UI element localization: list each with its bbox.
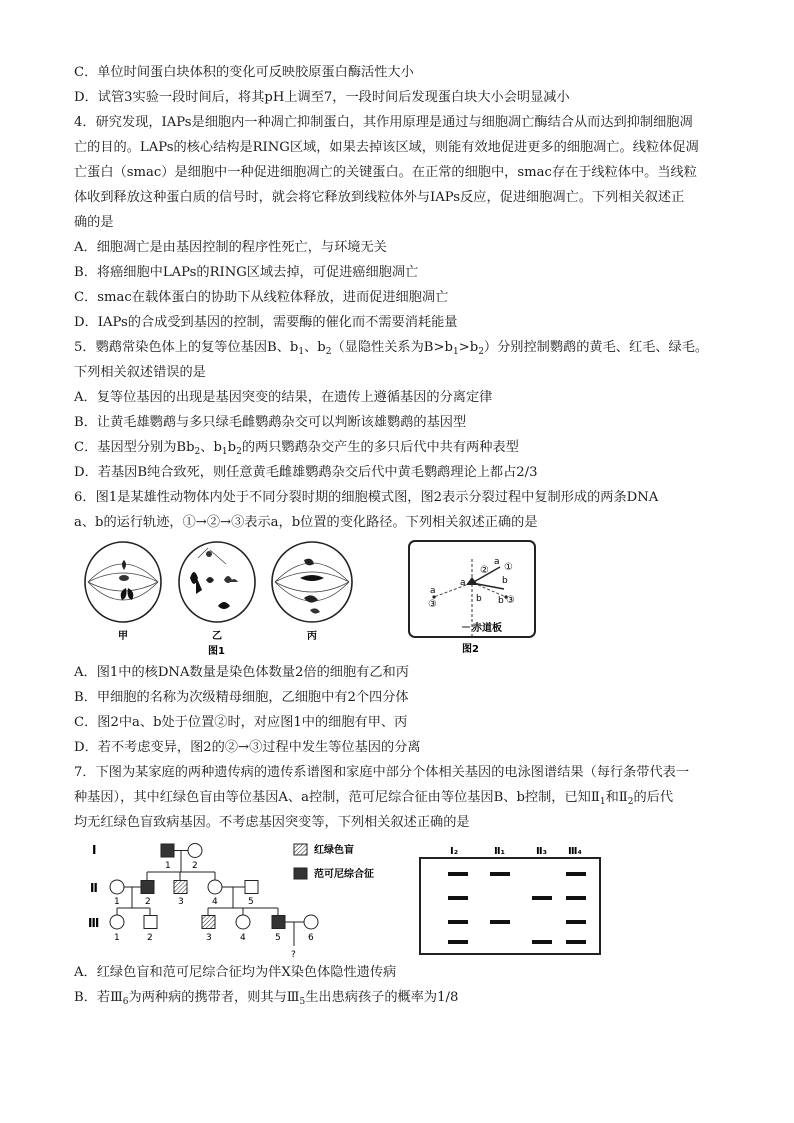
id-label: 4 [212, 897, 218, 907]
q6-option-a: A．图1中的核DNA数量是染色体数量2倍的细胞有乙和丙 [74, 665, 409, 680]
option-text: 、b [200, 440, 222, 455]
gel-lane-label-2: Ⅱ₁ [494, 846, 505, 857]
gel-band [490, 920, 510, 924]
subscript: 2 [478, 347, 484, 357]
q5-stem-text: >b [458, 340, 479, 355]
gel-lane-label-1: Ⅰ₂ [450, 846, 459, 857]
fig2-marker-3-left: ③ [428, 599, 437, 610]
generation-label-3: Ⅲ [88, 916, 100, 930]
individual-I1 [161, 844, 174, 857]
individual-III6 [304, 915, 318, 929]
fig2-label-b-right: b [498, 596, 504, 606]
figure-1-caption: 图1 [208, 646, 225, 657]
id-label: 3 [178, 897, 184, 907]
gel-band [532, 940, 552, 944]
subscript: 2 [236, 447, 242, 457]
gel-band [566, 920, 586, 924]
id-label: 1 [114, 933, 120, 943]
q6-stem-line-2: a、b的运行轨迹，①→②→③表示a，b位置的变化路径。下列相关叙述正确的是 [74, 515, 538, 530]
id-label: 1 [165, 861, 171, 871]
id-label: 2 [147, 933, 153, 943]
cell-bing [272, 542, 352, 622]
gel-band [448, 872, 468, 876]
subscript: 5 [299, 997, 306, 1007]
id-label: 1 [114, 897, 120, 907]
cell-yi [179, 542, 255, 622]
q5-stem-text: ）分别控制鹦鹉的黄毛、红毛、绿毛。 [483, 340, 709, 355]
individual-II2 [141, 881, 154, 894]
cell-label-yi: 乙 [212, 631, 222, 642]
individual-III2 [144, 916, 157, 929]
q5-stem-line-1 [74, 339, 734, 361]
figure-2-caption: 图2 [462, 644, 479, 655]
q7-stem-line-2 [74, 789, 734, 811]
gel-lane-label-4: Ⅲ₄ [568, 846, 582, 857]
id-label: 3 [206, 933, 212, 943]
generation-label-2: Ⅱ [90, 881, 98, 895]
q4-option-d: D．IAPs的合成受到基因的控制，需要酶的催化而不需要消耗能量 [74, 315, 458, 330]
cell-label-jia: 甲 [118, 631, 128, 642]
subscript: 2 [194, 447, 201, 457]
electrophoresis-gel [416, 840, 604, 958]
q7-stem-text: 和Ⅱ [605, 790, 628, 805]
individual-I2 [188, 844, 202, 858]
option-text: B．若Ⅲ [74, 990, 123, 1005]
q7-stem-line-1: 7．下图为某家庭的两种遗传病的遗传系谱图和家庭中部分个体相关基因的电泳图谱结果（每行条带代表一 [74, 765, 690, 780]
fig2-marker-3-right: ③ [506, 595, 515, 606]
q6-option-d: D．若不考虑变异，图2的②→③过程中发生等位基因的分离 [74, 740, 421, 755]
q4-option-b: B．将癌细胞中LAPs的RING区域去掉，可促进癌细胞凋亡 [74, 265, 419, 280]
subscript: 1 [221, 447, 228, 457]
cell-jia [85, 542, 161, 622]
q4-option-a: A．细胞凋亡是由基因控制的程序性死亡，与环境无关 [74, 240, 387, 255]
gel-band [532, 896, 552, 900]
option-text: b [227, 440, 237, 455]
individual-II3 [174, 881, 187, 894]
gel-band [448, 896, 468, 900]
q7-stem-line-3: 均无红绿色盲致病基因。不考虑基因突变等，下列相关叙述正确的是 [74, 815, 470, 830]
fig2-label-a-top: a [494, 557, 500, 567]
individual-II1 [110, 880, 124, 894]
id-label: 5 [275, 933, 281, 943]
fig2-label-a-mid: a [460, 578, 466, 588]
id-label: 6 [308, 933, 314, 943]
q5-option-c [74, 439, 734, 461]
gel-band [490, 872, 510, 876]
id-label: 2 [145, 897, 151, 907]
q4-stem-line-2: 亡的目的。LAPs的核心结构是RING区域，如果去掉该区域，则能有效地促进更多的细胞凋亡。线粒体促凋 [74, 140, 699, 155]
q5-stem-line-2: 下列相关叙述错误的是 [74, 365, 206, 380]
subscript: 1 [452, 347, 459, 357]
q6-stem-line-1: 6．图1是某雄性动物体内处于不同分裂时期的细胞模式图，图2表示分裂过程中复制形成的两条DNA [74, 490, 659, 505]
q7-stem-text: 种基因），其中红绿色盲由等位基因A、a控制，范可尼综合征由等位基因B、b控制，已知Ⅱ [74, 790, 600, 805]
legend-label-fanconi: 范可尼综合征 [314, 869, 374, 880]
individual-II5 [245, 881, 258, 894]
fig2-marker-2: ② [480, 565, 489, 576]
q5-stem-text: 、b [304, 340, 326, 355]
q6-option-c: C．图2中a、b处于位置②时，对应图1中的细胞有甲、丙 [74, 715, 408, 730]
pedigree-chart [88, 838, 418, 960]
individual-III1 [110, 915, 124, 929]
q4-stem-line-3: 亡蛋白（smac）是细胞中一种促进细胞凋亡的关键蛋白。在正常的细胞中，smac存在于线粒体中。当线粒 [74, 165, 697, 180]
legend-label-colorblind: 红绿色盲 [314, 845, 354, 856]
gel-band [448, 920, 468, 924]
fig2-label-a-left: a [430, 586, 436, 596]
figure-1-cells [78, 536, 368, 658]
fig2-equatorial-plate-label: 赤道板 [472, 623, 502, 634]
subscript: 1 [298, 347, 305, 357]
figure-2-trajectory [406, 539, 540, 657]
option-text: C．基因型分别为Bb [74, 440, 195, 455]
legend-hatch-swatch [294, 844, 307, 855]
q5-option-a: A．复等位基因的出现是基因突变的结果，在遗传上遵循基因的分离定律 [74, 390, 493, 405]
individual-III5 [272, 916, 285, 929]
gel-band [566, 940, 586, 944]
q7-stem-text: 的后代 [633, 790, 674, 805]
offspring-question-mark: ? [291, 950, 296, 960]
q5-stem-text: （显隐性关系为B>b [331, 340, 453, 355]
q5-option-b: B．让黄毛雄鹦鹉与多只绿毛雌鹦鹉杂交可以判断该雄鹦鹉的基因型 [74, 415, 467, 430]
fig2-marker-1: ① [504, 562, 513, 573]
individual-III4 [236, 915, 250, 929]
cell-label-bing: 丙 [307, 631, 317, 642]
generation-label-1: Ⅰ [92, 843, 97, 857]
q4-stem-line-5: 确的是 [74, 215, 114, 230]
q4-option-c: C．smac在载体蛋白的协助下从线粒体释放，进而促进细胞凋亡 [74, 290, 449, 305]
q5-stem-text: 5．鹦鹉常染色体上的复等位基因B、b [74, 340, 299, 355]
q4-stem-line-4: 体收到释放这种蛋白质的信号时，就会将它释放到线粒体外与IAPs反应，促进细胞凋亡。下列相关叙述正 [74, 190, 685, 205]
q7-option-a: A．红绿色盲和范可尼综合征均为伴X染色体隐性遗传病 [74, 965, 397, 980]
gel-lane-label-3: Ⅱ₃ [536, 846, 547, 857]
subscript: 6 [122, 997, 129, 1007]
subscript: 1 [599, 797, 606, 807]
individual-II4 [208, 880, 222, 894]
id-label: 2 [192, 861, 198, 871]
subscript: 2 [325, 347, 332, 357]
gel-band [448, 940, 468, 944]
q7-option-b [74, 989, 734, 1011]
legend-solid-swatch [294, 868, 307, 879]
q4-stem-line-1: 4．研究发现，IAPs是细胞内一种凋亡抑制蛋白，其作用原理是通过与细胞凋亡酶结合从而达到抑制细胞凋 [74, 115, 693, 130]
individual-III3 [202, 916, 215, 929]
q3-option-c: C．单位时间蛋白块体积的变化可反映胶原蛋白酶活性大小 [74, 65, 414, 80]
q6-option-b: B．甲细胞的名称为次级精母细胞，乙细胞中有2个四分体 [74, 690, 409, 705]
id-label: 4 [240, 933, 246, 943]
id-label: 5 [248, 897, 254, 907]
option-text: 的两只鹦鹉杂交产生的多只后代中共有两种表型 [241, 440, 519, 455]
subscript: 2 [627, 797, 634, 807]
fig2-label-b-top: b [502, 576, 508, 586]
gel-band [566, 872, 586, 876]
fig2-label-b-mid: b [476, 594, 482, 604]
option-text: 为两种病的携带者，则其与Ⅲ [128, 990, 300, 1005]
gel-band [566, 896, 586, 900]
q3-option-d: D．试管3实验一段时间后，将其pH上调至7，一段时间后发现蛋白块大小会明显减小 [74, 90, 570, 105]
option-text: 生出患病孩子的概率为1/8 [305, 990, 459, 1005]
q5-option-d: D．若基因B纯合致死，则任意黄毛雌雄鹦鹉杂交后代中黄毛鹦鹉理论上都占2/3 [74, 465, 538, 480]
